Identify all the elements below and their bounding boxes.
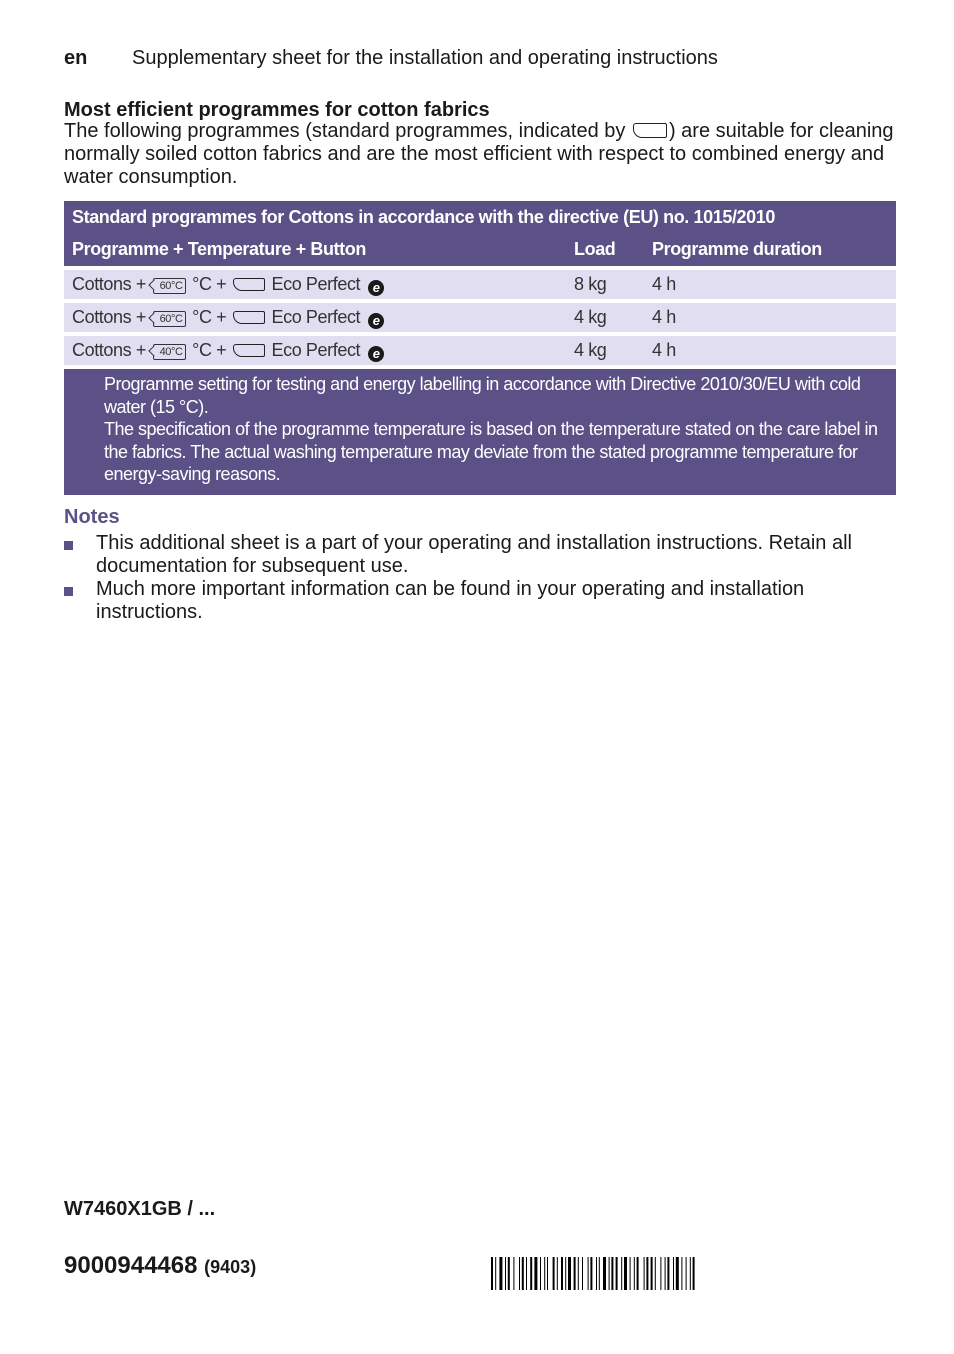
duration-cell: 4 h: [652, 274, 676, 294]
standard-programme-icon: [233, 344, 265, 357]
table-row: [64, 303, 896, 332]
standard-programme-icon: [233, 278, 265, 291]
table-row: [64, 336, 896, 365]
load-cell: 4 kg: [574, 340, 607, 360]
eco-icon: e: [368, 280, 384, 296]
load-cell: 8 kg: [574, 274, 607, 294]
part-number-suffix: (9403): [204, 1257, 257, 1277]
button-name: Eco Perfect: [271, 339, 361, 360]
programmes-table: [64, 201, 896, 495]
programme-prefix: Cottons +: [72, 306, 146, 327]
programme-middle: °C +: [192, 273, 227, 294]
footnote-temperature: The specification of the programme temperature is based on the temperature stated on the care label in the fabrics. The actual washing temperature may deviate from the stated programme temperature for energy-saving reasons.: [104, 419, 878, 484]
programme-middle: °C +: [192, 306, 227, 327]
duration-cell: 4 h: [652, 307, 676, 327]
intro-paragraph: [64, 120, 900, 189]
duration-cell: 4 h: [652, 340, 676, 360]
notes-list: [64, 532, 900, 624]
load-cell: 4 kg: [574, 307, 607, 327]
header-load: Load: [574, 239, 616, 259]
header-title: Supplementary sheet for the installation and operating instructions: [132, 47, 718, 69]
barcode-image: [491, 1257, 786, 1290]
note-text: This additional sheet is a part of your operating and installation instructions. Retain all documentation for subsequent use.: [96, 532, 852, 577]
eco-icon: e: [368, 346, 384, 362]
programme-prefix: Cottons +: [72, 273, 146, 294]
temperature-icon: 60°C: [153, 311, 186, 327]
document-header: [64, 45, 914, 71]
bullet-icon: [64, 587, 73, 596]
standard-programme-icon: [233, 311, 265, 324]
part-number: [64, 1252, 256, 1280]
bullet-icon: [64, 541, 73, 550]
button-name: Eco Perfect: [271, 306, 361, 327]
button-name: Eco Perfect: [271, 273, 361, 294]
list-item: [64, 532, 900, 578]
header-programme: Programme + Temperature + Button: [72, 239, 366, 259]
intro-text-part2: ) are suitable for cleaning normally soiled cotton fabrics and are the most efficient with respect to combined energy and water consumption.: [64, 120, 894, 188]
section-title: Most efficient programmes for cotton fabrics: [64, 99, 490, 121]
programme-prefix: Cottons +: [72, 339, 146, 360]
footnote-testing: Programme setting for testing and energy labelling in accordance with Directive 2010/30/EU with cold water (15 °C).: [104, 374, 861, 417]
temperature-icon: 40°C: [153, 344, 186, 360]
programme-cell: [64, 307, 574, 329]
programme-cell: [64, 274, 574, 296]
table-header-row: [64, 233, 896, 266]
programme-cell: [64, 340, 574, 362]
table-footnote: [64, 369, 896, 495]
note-text: Much more important information can be found in your operating and installation instructions.: [96, 578, 805, 623]
standard-programme-icon: [633, 123, 667, 138]
notes-title: Notes: [64, 506, 120, 528]
language-code: en: [64, 47, 88, 69]
eco-icon: e: [368, 313, 384, 329]
programme-middle: °C +: [192, 339, 227, 360]
list-item: [64, 578, 900, 624]
table-row: [64, 270, 896, 299]
temperature-icon: 60°C: [153, 278, 186, 294]
table-caption: Standard programmes for Cottons in accordance with the directive (EU) no. 1015/2010: [64, 201, 896, 233]
header-duration: Programme duration: [652, 239, 822, 259]
model-number: W7460X1GB / ...: [64, 1198, 216, 1220]
intro-text-part1: The following programmes (standard programmes, indicated by: [64, 120, 626, 142]
part-number-main: 9000944468: [64, 1252, 198, 1279]
